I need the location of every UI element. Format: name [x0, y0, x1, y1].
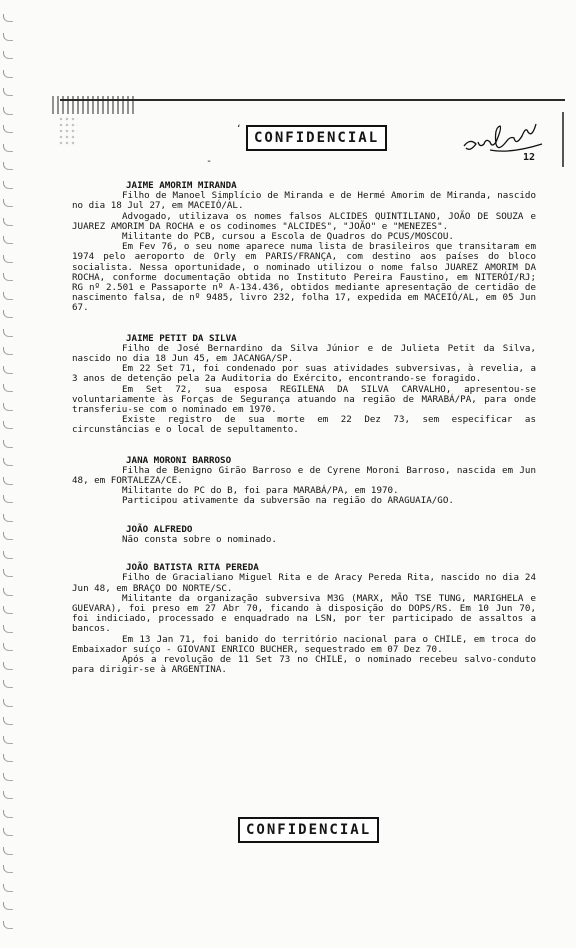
paragraph: Em Fev 76, o seu nome aparece numa lista de brasileiros que transitaram em 1974 pelo aeroporto de Orly em PARIS/FRANÇA, com destino aos países do bloco socialista. Nessa oportunidade, o nominado utilizou o nome falso JUAREZ AMORIM DA ROCHA, conforme documentação obtida no Instituto Pereira Faustino, em NITERÓI/RJ; RG nº 2.501 e Passaporte nº A-134.436, obtidos mediante apresentação de certidão de nascimento falsa, de nº 9485, livro 232, folha 17, expedida em MACEIÓ/AL, em 05 Jun 67. [72, 241, 536, 314]
paragraph: Em 22 Set 71, foi condenado por suas atividades subversivas, à revelia, a 3 anos de detenção pela 2a Auditoria do Exército, encontrando-se foragido. [72, 363, 536, 385]
scan-speckle [58, 116, 78, 146]
person-entry [72, 334, 536, 436]
document-body [72, 181, 536, 695]
paragraph: Filho de Gracialiano Miguel Rita e de Aracy Pereda Rita, nascido no dia 24 Jun 48, em BRAÇO DO NORTE/SC. [72, 572, 536, 594]
paragraph: Existe registro de sua morte em 22 Dez 73, sem especificar as circunstâncias e o local de sepultamento. [72, 414, 536, 436]
person-name: JOÃO BATISTA RITA PEREDA [126, 562, 259, 574]
confidential-stamp-bottom: CONFIDENCIAL [238, 817, 379, 843]
paragraph: Militante do PC do B, foi para MARABÁ/PA, em 1970. [122, 485, 399, 497]
punch-holes [3, 14, 17, 864]
paragraph: Advogado, utilizava os nomes falsos ALCIDES QUINTILIANO, JOÃO DE SOUZA e JUAREZ AMORIM DA ROCHA e os codinomes "ALCIDES", "JOÃO" e "MENEZES". [72, 210, 536, 232]
paragraph: Filho de Manoel Simplício de Miranda e de Hermé Amorim de Miranda, nascido no dia 18 Jul 27, em MACEIÓ/AL. [72, 190, 536, 212]
confidential-stamp-top: CONFIDENCIAL [246, 125, 387, 151]
paragraph: Militante da organização subversiva M3G (MARX, MÃO TSE TUNG, MARIGHELA e GUEVARA), foi preso em 27 Abr 70, ficando à disposição do DOPS/RS. Em 10 Jun 70, foi indiciado, processado e enquadrado na LSN, por ter participado de assaltos a bancos. [72, 592, 536, 635]
paragraph: Em 13 Jan 71, foi banido do território nacional para o CHILE, em troca do Embaixador suíço - GIOVANI ENRICO BUCHER, sequestrado em 07 Dez 70. [72, 633, 536, 655]
person-entry [72, 181, 536, 314]
paragraph: Não consta sobre o nominado. [122, 533, 277, 545]
margin-mark [562, 112, 564, 167]
person-name: JAIME PETIT DA SILVA [126, 332, 237, 344]
person-name: JOÃO ALFREDO [126, 523, 193, 535]
paragraph: Filho de José Bernardino da Silva Júnior e de Julieta Petit da Silva, nascido no dia 18 Jun 45, em JACANGA/SP. [72, 342, 536, 365]
person-name: JANA MORONI BARROSO [126, 454, 232, 466]
header-rule [60, 99, 565, 101]
handwritten-signature [460, 120, 550, 160]
page-number: 12 [523, 152, 536, 163]
paragraph: Filha de Benigno Girão Barroso e de Cyrene Moroni Barroso, nascida em Jun 48, em FORTALEZA/CE. [72, 464, 536, 487]
stray-mark: - [206, 156, 213, 167]
person-entry [72, 456, 536, 507]
person-name: JAIME AMORIM MIRANDA [126, 180, 237, 191]
paragraph: Participou ativamente da subversão na região do ARAGUAIA/GO. [122, 495, 454, 507]
paragraph: Após a revolução de 11 Set 73 no CHILE, o nominado recebeu salvo-conduto para dirigir-se à ARGENTINA. [72, 653, 536, 676]
person-entry [72, 563, 536, 675]
paragraph: Militante do PCB, cursou a Escola de Quadros do PCUS/MOSCOU. [122, 231, 454, 243]
stray-mark: ʻ [236, 124, 242, 134]
paragraph: Em Set 72, sua esposa REGILENA DA SILVA CARVALHO, apresentou-se voluntariamente às Forças de Segurança atuando na região de MARABÁ/PA, para onde transferiu-se com o nominado em 1970. [72, 383, 536, 416]
person-entry [72, 525, 536, 545]
